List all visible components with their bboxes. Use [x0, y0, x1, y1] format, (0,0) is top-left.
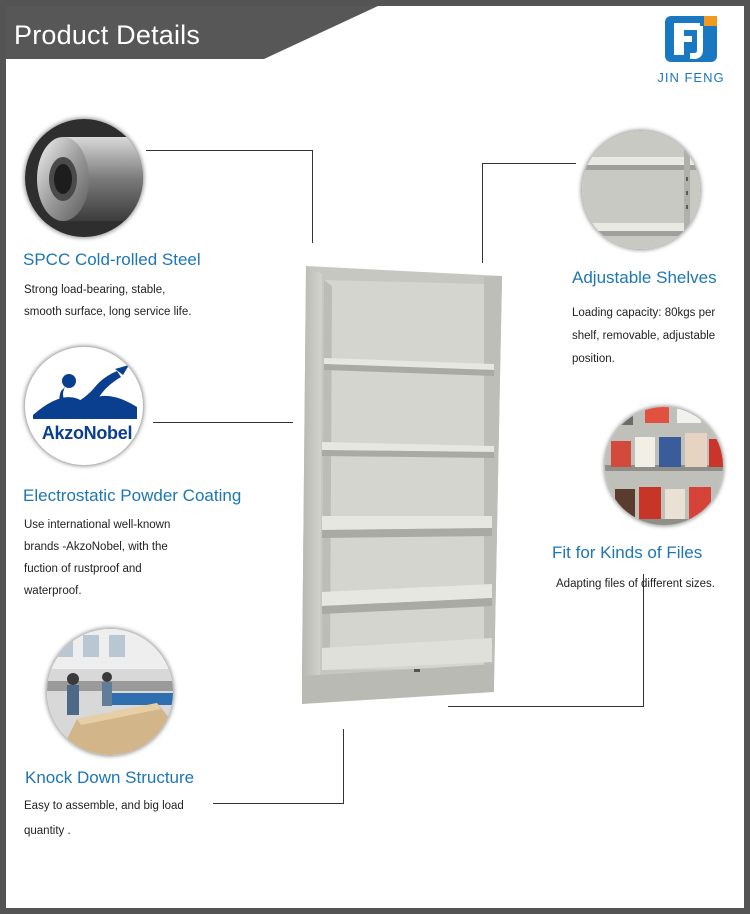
desc-line: Strong load-bearing, stable, [24, 284, 166, 296]
leader-line [312, 150, 313, 243]
jin-feng-logo-icon [646, 12, 736, 68]
desc-line: shelf, removable, adjustable [572, 330, 716, 342]
leader-line [146, 150, 313, 151]
leader-line [482, 163, 483, 263]
leader-line [448, 706, 644, 707]
factory-photo-icon [47, 629, 174, 756]
feature-title-files: Fit for Kinds of Files [552, 543, 703, 562]
feature-desc-shelves [572, 302, 715, 371]
desc-line: Adapting files of different sizes. [556, 578, 715, 590]
factory-image [46, 628, 174, 756]
desc-line: position. [572, 353, 615, 365]
page-title: Product Details [14, 20, 201, 50]
desc-line: Use international well-known [24, 519, 171, 531]
steel-coil-image [24, 118, 144, 238]
leader-line [343, 729, 344, 804]
steel-coil-icon [25, 119, 144, 238]
logo-text: JIN FENG [657, 70, 725, 85]
magazine-rack-image [604, 406, 724, 526]
feature-desc-coating [24, 514, 170, 602]
desc-line: Loading capacity: 80kgs per [572, 307, 716, 319]
desc-line: Easy to assemble, and big load [24, 800, 184, 812]
shelf-closeup-image [581, 130, 701, 250]
desc-line: fuction of rustproof and [24, 563, 142, 575]
akzonobel-brand-text: AkzoNobel [41, 423, 133, 443]
leader-line [153, 422, 293, 423]
cabinet-image [298, 264, 508, 704]
desc-line: brands -AkzoNobel, with the [24, 541, 168, 553]
feature-desc-files [556, 573, 715, 595]
shelf-closeup-icon [582, 131, 701, 250]
feature-desc-structure [24, 794, 184, 844]
akzonobel-image [24, 346, 144, 466]
desc-line: smooth surface, long service life. [24, 306, 192, 318]
desc-line: waterproof. [24, 585, 82, 597]
feature-title-steel: SPCC Cold-rolled Steel [23, 250, 201, 269]
feature-desc-steel [24, 279, 191, 323]
magazine-rack-icon [605, 407, 724, 526]
leader-line [213, 803, 344, 804]
desc-line: quantity . [24, 825, 71, 837]
leader-line [482, 163, 576, 164]
jin-feng-logo [646, 12, 736, 92]
feature-title-structure: Knock Down Structure [25, 768, 195, 787]
feature-title-coating: Electrostatic Powder Coating [23, 486, 242, 505]
feature-title-shelves: Adjustable Shelves [572, 268, 717, 287]
akzonobel-logo-icon [25, 347, 144, 427]
